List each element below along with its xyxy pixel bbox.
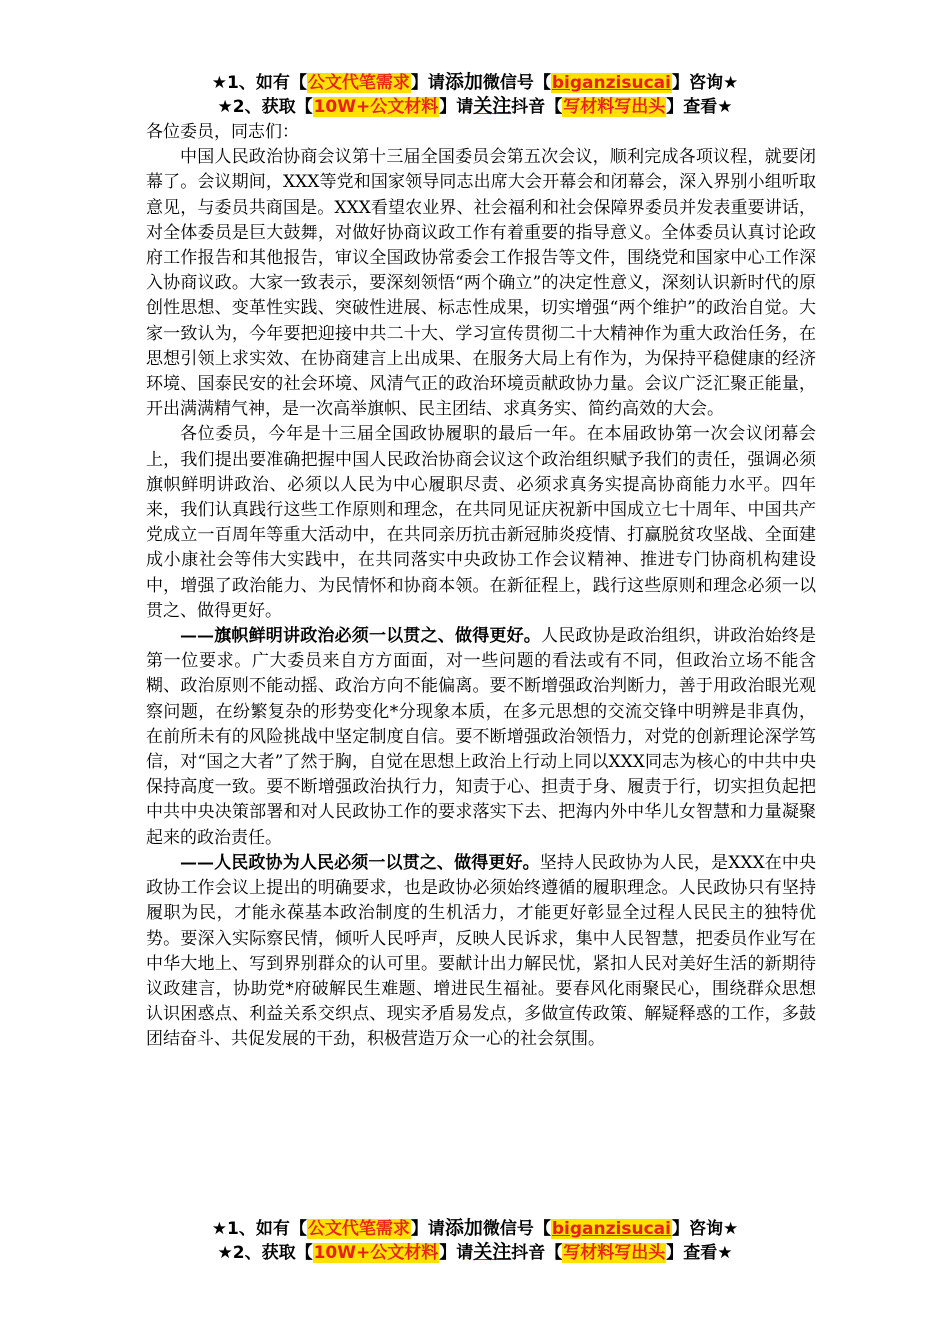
promo-text: 微信号【 (482, 1219, 551, 1239)
promo-line-2 (0, 1240, 950, 1264)
star-icon: ★ (217, 1243, 233, 1263)
promo-footer (0, 1216, 950, 1264)
promo-line-2 (0, 94, 950, 118)
highlight-douyin: 写材料写出头 (563, 97, 666, 117)
promo-text: 2、获取【 (232, 97, 313, 117)
promo-text: 微信号【 (482, 73, 551, 93)
promo-text: 1、如有【 (227, 1219, 307, 1239)
paragraph-2: 各位委员，今年是十三届全国政协履职的最后一年。在本届政协第一次会议闭幕会上，我们提出要准确把握中国人民政治协商会议这个政治组织赋予我们的责任，强调必须旗帜鲜明讲政治、必须以人民为中心履职尽责、必须求真务实提高协商能力水平。四年来，我们认真践行这些工作原则和理念，在共同见证庆祝新中国成立七十周年、中国共产党成立一百周年等重大活动中，在共同亲历抗击新冠肺炎疫情、打赢脱贫攻坚战、全面建成小康社会等伟大实践中，在共同落实中央政协工作会议精神、推进专门协商机构建设中，增强了政治能力、为民情怀和协商本领。在新征程上，践行这些原则和理念必须一以贯之、做得更好。 (146, 424, 816, 621)
document-body (146, 120, 816, 1053)
promo-line-1 (0, 70, 950, 94)
salutation: 各位委员，同志们： (146, 122, 299, 142)
promo-emphasis: 关注 (473, 95, 512, 117)
promo-text: 1、如有【 (227, 73, 307, 93)
star-icon: ★ (211, 73, 228, 93)
promo-emphasis: 关注 (473, 1241, 512, 1263)
promo-text: 】请 (439, 97, 474, 117)
promo-text: 】咨询★ (671, 73, 739, 93)
highlight-wechat-id: biganzisucai (551, 73, 671, 93)
promo-line-1 (0, 1216, 950, 1240)
highlight-douyin: 写材料写出头 (563, 1243, 666, 1263)
promo-text: 】查看★ (666, 1243, 733, 1263)
paragraph-3-body: 人民政协是政治组织，讲政治始终是第一位要求。广大委员来自方方面面，对一些问题的看法或有不同，但政治立场不能含糊、政治原则不能动摇、政治方向不能偏离。要不断增强政治判断力，善于用政治眼光观察问题，在纷繁复杂的形势变化*分现象本质，在多元思想的交流交锋中明辨是非真伪，在前所未有的风险挑战中坚定制度自信。要不断增强政治领悟力，对党的创新理论深学笃信，对“国之大者”了然于胸，自觉在思想上政治上行动上同以XXX同志为核心的中共中央保持高度一致。要不断增强政治执行力，知责于心、担责于身、履责于行，切实担负起把中共中央决策部署和对人民政协工作的要求落实下去、把海内外中华儿女智慧和力量凝聚起来的政治责任。 (146, 626, 816, 848)
promo-emphasis: 添加 (444, 1217, 483, 1239)
promo-text: 2、获取【 (232, 1243, 313, 1263)
star-icon: ★ (217, 97, 233, 117)
highlight-materials: 10W+公文材料 (313, 97, 439, 117)
highlight-ghostwriting: 公文代笔需求 (307, 73, 410, 93)
paragraph-4-body: 坚持人民政协为人民，是XXX在中央政协工作会议上提出的明确要求，也是政协必须始终遵循的履职理念。人民政协只有坚持履职为民，才能永葆基本政治制度的生机活力，才能更好彰显全过程人民民主的独特优势。要深入实际察民情，倾听人民呼声，反映人民诉求，集中人民智慧，把委员作业写在中华大地上、写到界别群众的认可里。要献计出力解民忧，紧扣人民对美好生活的新期待议政建言，协助党*府破解民生难题、增进民生福祉。要春风化雨聚民心，围绕群众思想认识困惑点、利益关系交织点、现实矛盾易发点，多做宣传政策、解疑释惑的工作，多鼓团结奋斗、共促发展的干劲，积极营造万众一心的社会氛围。 (146, 852, 817, 1050)
star-icon: ★ (211, 1219, 228, 1239)
promo-text: 】请 (410, 73, 445, 93)
highlight-materials: 10W+公文材料 (313, 1243, 439, 1263)
highlight-ghostwriting: 公文代笔需求 (307, 1219, 410, 1239)
promo-text: 】请 (410, 1219, 445, 1239)
highlight-wechat-id: biganzisucai (551, 1219, 671, 1239)
promo-text: 】查看★ (666, 97, 733, 117)
paragraph-1: 中国人民政治协商会议第十三届全国委员会第五次会议，顺利完成各项议程，就要闭幕了。会议期间，XXX等党和国家领导同志出席大会开幕会和闭幕会，深入界别小组听取意见，与委员共商国是。XXX看望农业界、社会福利和社会保障界委员并发表重要讲话，对全体委员是巨大鼓舞，对做好协商议政工作有着重要的指导意义。全体委员认真讨论政府工作报告和其他报告，审议全国政协常委会工作报告等文件，围绕党和国家中心工作深入协商议政。大家一致表示，要深刻领悟“两个确立”的决定性意义，深刻认识新时代的原创性思想、变革性实践、突破性进展、标志性成果，切实增强“两个维护”的政治自觉。大家一致认为，今年要把迎接中共二十大、学习宣传贯彻二十大精神作为重大政治任务，在思想引领上求实效、在协商建言上出成果、在服务大局上有作为，为保持平稳健康的经济环境、国泰民安的社会环境、风清气正的政治环境贡献政协力量。会议广泛汇聚正能量，开出满满精气神，是一次高举旗帜、民主团结、求真务实、简约高效的大会。 (146, 147, 816, 420)
promo-text: 抖音【 (511, 97, 563, 117)
paragraph-4-lead: ——人民政协为人民必须一以贯之、做得更好。 (180, 852, 540, 873)
promo-header (0, 70, 950, 118)
paragraph-3-lead: ——旗帜鲜明讲政治必须一以贯之、做得更好。 (180, 626, 541, 647)
paragraph-4 (146, 851, 816, 1053)
promo-text: 】请 (439, 1243, 474, 1263)
promo-text: 抖音【 (511, 1243, 563, 1263)
paragraph-3 (146, 624, 816, 851)
promo-text: 】咨询★ (671, 1219, 739, 1239)
promo-emphasis: 添加 (444, 71, 483, 93)
